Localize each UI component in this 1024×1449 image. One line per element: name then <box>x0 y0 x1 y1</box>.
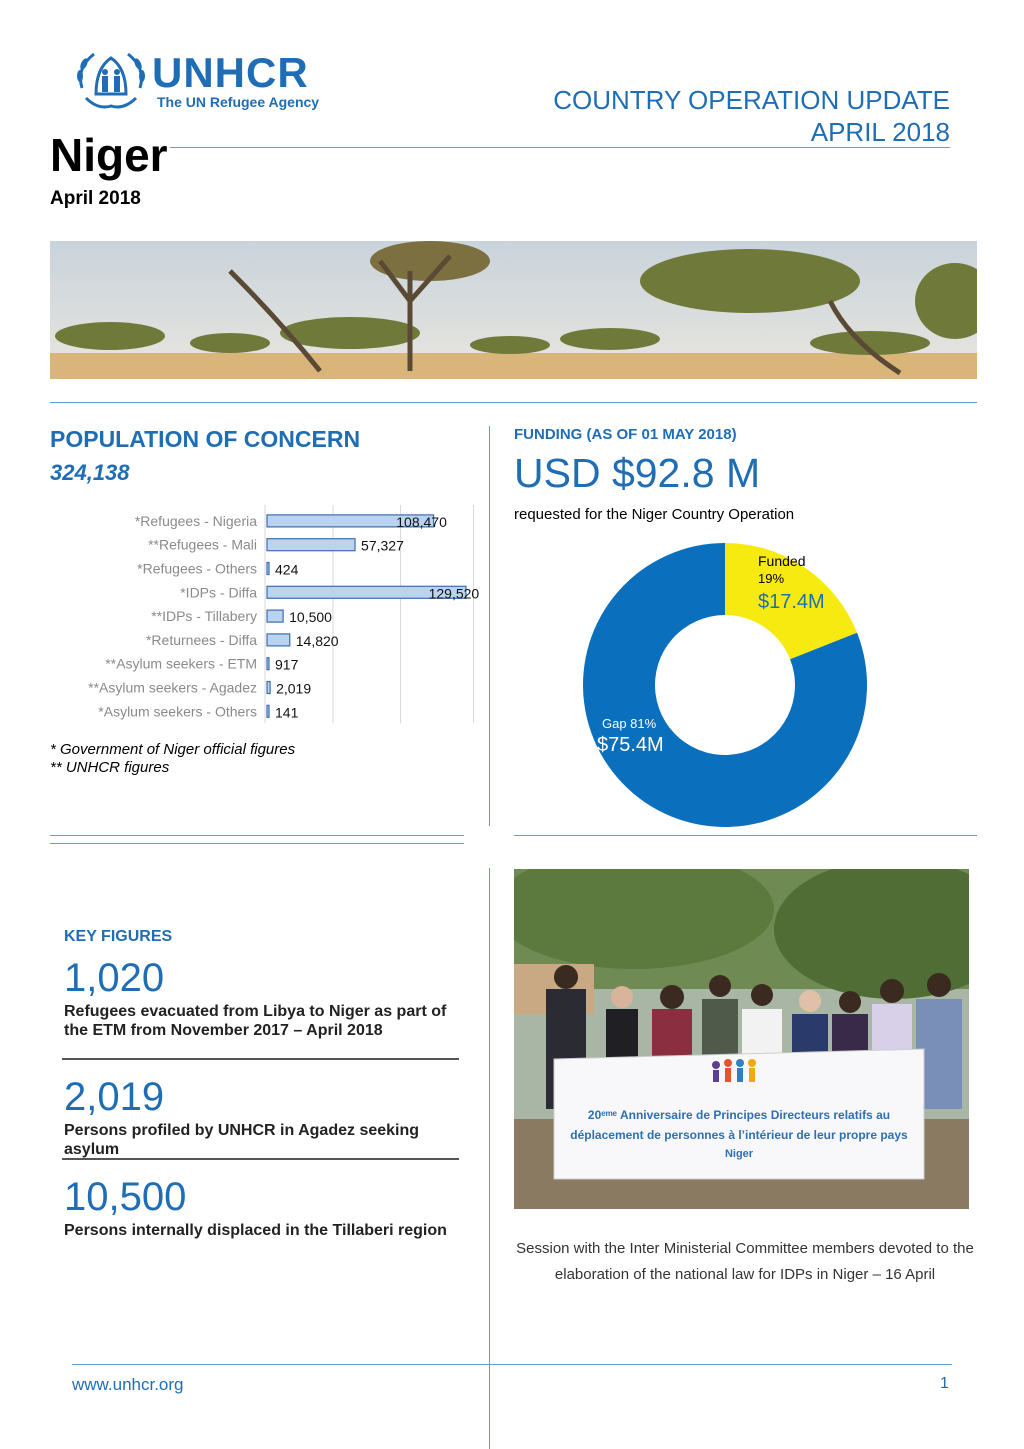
key-figure-number: 2,019 <box>64 1075 165 1119</box>
bar <box>267 610 283 622</box>
bar-value-label: 129,520 <box>428 585 480 602</box>
photo-banner-line3: Niger <box>724 1148 754 1160</box>
photo-banner-line1: 20ᵉᵐᵉ Anniversaire de Principes Directeurs relatifs au <box>587 1108 891 1122</box>
report-date: April 2018 <box>50 188 141 209</box>
bar-value-label: 14,820 <box>295 632 339 649</box>
country-title: Niger <box>50 129 168 181</box>
funding-description: requested for the Niger Country Operation <box>514 506 795 523</box>
bar-value-label: 2,019 <box>276 680 312 697</box>
document-type <box>553 84 950 148</box>
bar-value-label: 141 <box>275 704 299 721</box>
bar-category-label: *Refugees - Others <box>137 560 257 577</box>
section-divider <box>514 835 977 836</box>
bar <box>267 539 355 551</box>
funded-label: Funded <box>758 553 806 569</box>
population-total: 324,138 <box>50 460 130 485</box>
population-bar-chart <box>50 505 480 727</box>
bar-category-label: *IDPs - Diffa <box>180 584 257 601</box>
photo-caption: Session with the Inter Ministerial Committee members devoted to the elaboration of the national law for IDPs in Niger – 16 April <box>516 1240 974 1283</box>
section-divider <box>50 835 464 836</box>
gap-label: Gap 81% <box>602 716 657 731</box>
bar-category-label: **Asylum seekers - ETM <box>105 655 257 672</box>
page-number: 1 <box>940 1375 949 1392</box>
bar-value-label: 57,327 <box>361 537 404 554</box>
key-figure-number: 10,500 <box>64 1175 187 1219</box>
bar-category-label: *Refugees - Nigeria <box>134 512 257 529</box>
key-figure-description: Persons internally displaced in the Tillaberi region <box>64 1222 447 1239</box>
footnote-government: * Government of Niger official figures <box>50 741 296 758</box>
funding-donut-chart <box>575 535 875 835</box>
key-figure-number: 1,020 <box>64 956 165 1000</box>
logo-wordmark: UNHCR <box>152 49 309 96</box>
bar-value-label: 108,470 <box>396 513 447 530</box>
population-title: POPULATION OF CONCERN <box>50 426 361 452</box>
bar-category-label: *Returnees - Diffa <box>145 631 257 648</box>
bar <box>267 705 269 717</box>
gap-amount: $75.4M <box>597 734 664 756</box>
committee-group-photo <box>514 869 969 1209</box>
section-divider <box>50 843 464 844</box>
photo-banner-line2: déplacement de personnes à l’intérieur de leur propre pays <box>570 1128 908 1142</box>
document-type-line1: COUNTRY OPERATION UPDATE <box>553 85 950 115</box>
bar-category-label: **IDPs - Tillabery <box>151 608 257 625</box>
bar <box>267 658 269 670</box>
bar-value-label: 917 <box>275 656 299 673</box>
bar <box>267 563 269 575</box>
funding-title: FUNDING (AS OF 01 MAY 2018) <box>514 426 737 443</box>
key-figure-description: Persons profiled by UNHCR in Agadez seeking asylum <box>64 1122 420 1158</box>
footer-divider <box>72 1364 952 1365</box>
header-divider <box>170 147 950 148</box>
bar-category-label: **Refugees - Mali <box>148 536 257 553</box>
bar-category-label: *Asylum seekers - Others <box>98 703 257 720</box>
key-figure-description: Refugees evacuated from Libya to Niger as part of the ETM from November 2017 – April 2018 <box>64 1003 447 1039</box>
section-divider <box>50 402 977 403</box>
bar-value-label: 10,500 <box>289 609 332 626</box>
column-divider <box>489 868 490 1449</box>
key-figure-separator <box>62 1058 459 1060</box>
footer-website-link[interactable]: www.unhcr.org <box>72 1375 184 1394</box>
bar-category-label: **Asylum seekers - Agadez <box>88 679 257 696</box>
document-type-line2: APRIL 2018 <box>810 117 950 147</box>
key-figures-title: KEY FIGURES <box>64 928 173 945</box>
bar <box>267 634 290 646</box>
key-figure-separator <box>62 1158 459 1160</box>
column-divider <box>489 426 490 826</box>
logo-subtitle: The UN Refugee Agency <box>157 94 320 110</box>
funding-amount: USD $92.8 M <box>514 450 761 496</box>
funded-percent: 19% <box>758 571 785 586</box>
landscape-banner-image <box>50 241 977 379</box>
funded-amount: $17.4M <box>758 591 825 613</box>
footnote-unhcr: ** UNHCR figures <box>50 759 170 776</box>
bar-value-label: 424 <box>275 561 299 578</box>
bar <box>267 682 270 694</box>
